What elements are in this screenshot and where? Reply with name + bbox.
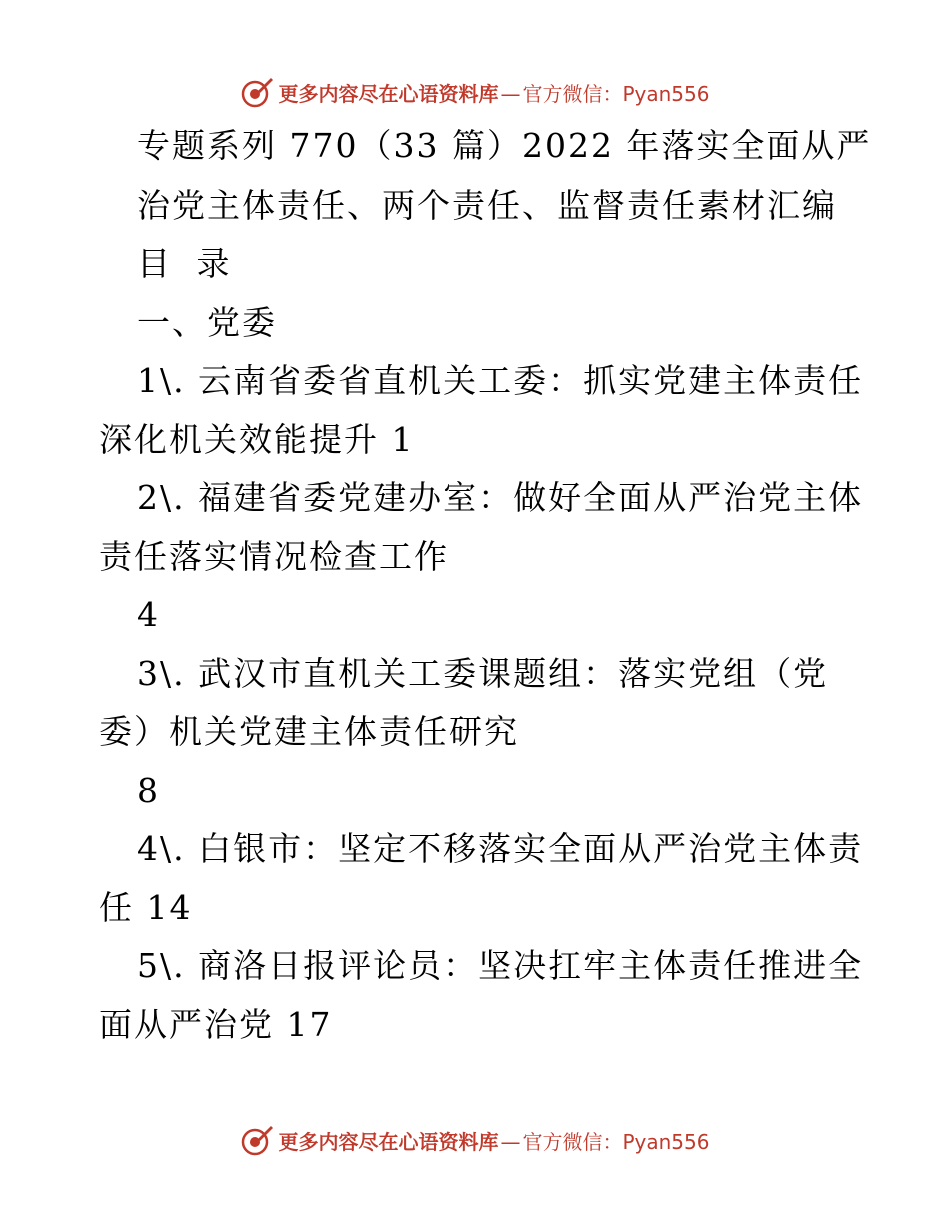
toc-entry-3-line-2: 委）机关党建主体责任研究 (99, 712, 519, 751)
toc-entry-4-line-1: 4\. 白银市：坚定不移落实全面从严治党主体责 (137, 829, 864, 868)
toc-entry-5-line-1: 5\. 商洛日报评论员：坚决扛牢主体责任推进全 (137, 946, 864, 985)
toc-entry-5-line-2: 面从严治党 17 (99, 1005, 333, 1044)
toc-entry-2-line-1: 2\. 福建省委党建办室：做好全面从严治党主体 (137, 478, 864, 517)
doc-title-line-2: 治党主体责任、两个责任、监督责任素材汇编 (137, 186, 837, 225)
toc-section-heading: 一、党委 (137, 303, 277, 342)
toc-entry-3-line-1: 3\. 武汉市直机关工委课题组：落实党组（党 (137, 654, 829, 693)
watermark-text: 更多内容尽在心语资料库 — 官方微信：Pyan556 (278, 1129, 710, 1154)
watermark-text: 更多内容尽在心语资料库 — 官方微信：Pyan556 (278, 81, 710, 106)
toc-entry-4-line-2: 任 14 (99, 888, 193, 927)
header-watermark (0, 72, 950, 112)
doc-title-line-1: 专题系列 770（33 篇）2022 年落实全面从严 (137, 126, 872, 165)
seal-pen-logo-icon (240, 75, 274, 109)
seal-pen-logo-icon (240, 1123, 274, 1157)
toc-heading: 目 录 (137, 244, 238, 283)
toc-entry-1-line-2: 深化机关效能提升 1 (99, 420, 415, 459)
toc-entry-1-line-1: 1\. 云南省委省直机关工委：抓实党建主体责任 (137, 361, 864, 400)
toc-entry-2-page: 4 (137, 595, 160, 634)
toc-entry-3-page: 8 (137, 771, 160, 810)
footer-watermark (0, 1120, 950, 1160)
toc-entry-2-line-2: 责任落实情况检查工作 (99, 537, 449, 576)
